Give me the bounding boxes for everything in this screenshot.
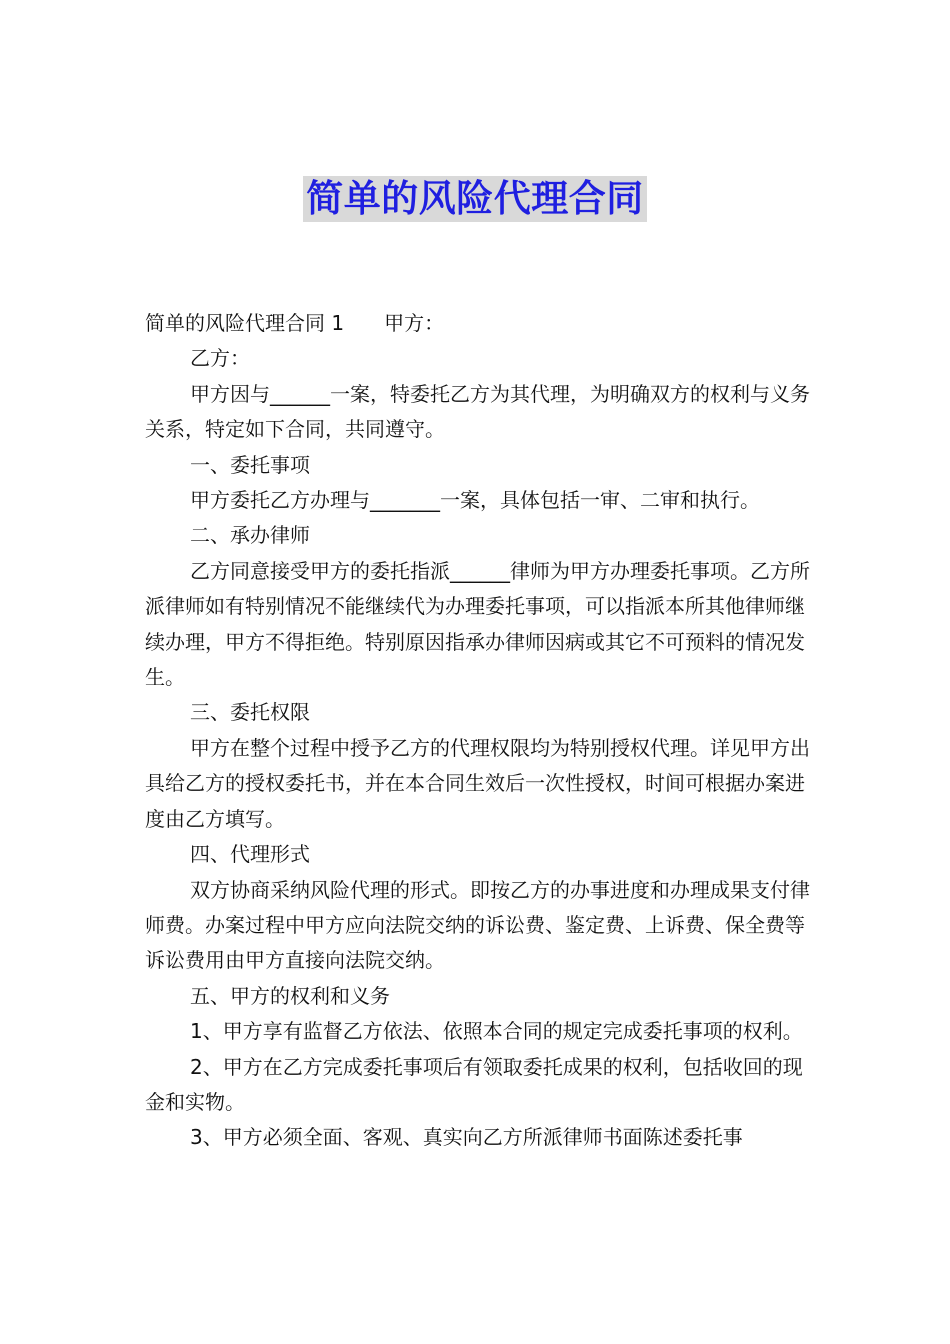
body-paragraph: 甲方委托乙方办理与_______一案，具体包括一审、二审和执行。 (190, 488, 760, 513)
document-title: 简单的风险代理合同 (303, 176, 647, 222)
body-paragraph: 一、委托事项 (190, 452, 310, 477)
body-paragraph: 四、代理形式 (190, 842, 310, 867)
body-paragraph: 三、委托权限 (190, 700, 310, 725)
body-paragraph: 双方协商采纳风险代理的形式。即按乙方的办事进度和办理成果支付律师费。办案过程中甲方应向法院交纳的诉讼费、鉴定费、上诉费、保全费等诉讼费用由甲方直接向法院交纳。 (145, 877, 810, 973)
party-a-label: 甲方： (384, 311, 445, 335)
body-paragraph: 二、承办律师 (190, 523, 310, 548)
first-line (145, 306, 815, 341)
document-body (145, 306, 815, 1156)
paragraph-list (145, 341, 815, 1155)
body-paragraph: 甲方在整个过程中授予乙方的代理权限均为特别授权代理。详见甲方出具给乙方的授权委托书，并在本合同生效后一次性授权，时间可根据办案进度由乙方填写。 (145, 735, 810, 831)
contract-heading: 简单的风险代理合同 1 (145, 311, 345, 335)
title-container (0, 176, 950, 222)
body-paragraph: 甲方因与______一案，特委托乙方为其代理，为明确双方的权利与义务关系，特定如下合同，共同遵守。 (145, 381, 810, 442)
body-paragraph: 1、甲方享有监督乙方依法、依照本合同的规定完成委托事项的权利。 (190, 1019, 803, 1044)
body-paragraph: 乙方同意接受甲方的委托指派______律师为甲方办理委托事项。乙方所派律师如有特别情况不能继续代为办理委托事项，可以指派本所其他律师继续办理，甲方不得拒绝。特别原因指承办律师因病或其它不可预料的情况发生。 (145, 558, 810, 690)
body-paragraph: 五、甲方的权利和义务 (190, 983, 390, 1008)
body-paragraph: 3、甲方必须全面、客观、真实向乙方所派律师书面陈述委托事 (190, 1125, 743, 1150)
body-paragraph: 乙方： (190, 346, 250, 371)
body-paragraph: 2、甲方在乙方完成委托事项后有领取委托成果的权利，包括收回的现金和实物。 (145, 1054, 803, 1114)
